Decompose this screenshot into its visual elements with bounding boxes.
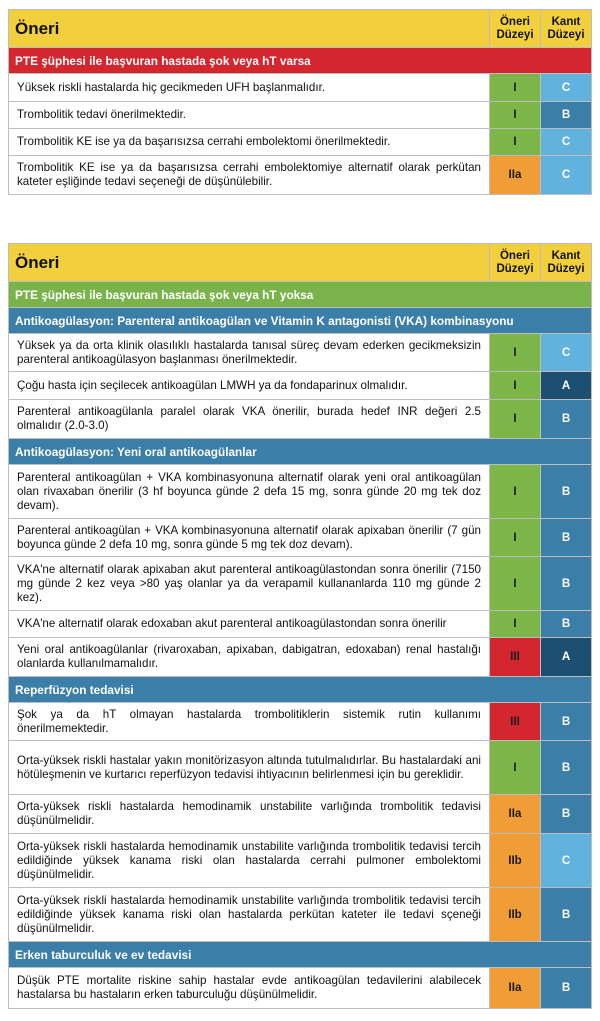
column-header-evidence: Kanıt Düzeyi bbox=[541, 244, 592, 282]
column-header-recommendation: Öneri bbox=[9, 10, 490, 48]
recommendation-table-shock bbox=[8, 9, 592, 195]
recommendation-text: Orta-yüksek riskli hastalarda hemodinamik unstabilite varlığında trombolitik tedavisi düşünülmelidir. bbox=[9, 795, 490, 834]
recommendation-text: Düşük PTE mortalite riskine sahip hastalar evde antikoagülan tedavilerini alabilecek hastalarsa bu hastaların erken taburculuğu düşünülmelidir. bbox=[9, 968, 490, 1009]
table-header bbox=[9, 244, 592, 282]
class-badge: I bbox=[490, 465, 541, 519]
table-row bbox=[9, 156, 592, 195]
table-row bbox=[9, 795, 592, 834]
column-header-class: Öneri Düzeyi bbox=[490, 10, 541, 48]
recommendation-text: Trombolitik tedavi önerilmektedir. bbox=[9, 102, 490, 129]
table-row bbox=[9, 102, 592, 129]
class-badge: IIa bbox=[490, 156, 541, 195]
recommendation-text: VKA'ne alternatif olarak apixaban akut parenteral antikoagülastondan sonra önerilir (7150 mg günde 2 kez veya >80 yaş olanlar ya da verapamil kullananlarda 110 mg günde 2 kez). bbox=[9, 557, 490, 611]
recommendation-text: Parenteral antikoagülanla paralel olarak VKA önerilir, burada hedef INR değeri 2.5 olmalıdır (2.0-3.0) bbox=[9, 400, 490, 439]
column-header-evidence: Kanıt Düzeyi bbox=[541, 10, 592, 48]
evidence-badge: B bbox=[541, 611, 592, 638]
class-badge: III bbox=[490, 638, 541, 677]
evidence-badge: C bbox=[541, 334, 592, 372]
recommendation-text: Orta-yüksek riskli hastalar yakın monitörizasyon altında tutulmalıdırlar. Bu hastalardaki ani hötüleşmenin ve kurtarıcı reperfüzyon tedavisi ihtiyacının belirlenmesi için bu gereklidir. bbox=[9, 741, 490, 795]
table-row bbox=[9, 888, 592, 942]
recommendation-text: Trombolitik KE ise ya da başarısızsa cerrahi embolektomi önerilmektedir. bbox=[9, 129, 490, 156]
evidence-badge: B bbox=[541, 741, 592, 795]
class-badge: I bbox=[490, 741, 541, 795]
column-header-recommendation: Öneri bbox=[9, 244, 490, 282]
class-badge: I bbox=[490, 129, 541, 156]
evidence-badge: C bbox=[541, 129, 592, 156]
table-row bbox=[9, 519, 592, 557]
evidence-badge: C bbox=[541, 834, 592, 888]
table-row bbox=[9, 968, 592, 1009]
class-badge: IIb bbox=[490, 888, 541, 942]
table-row bbox=[9, 611, 592, 638]
class-badge: I bbox=[490, 102, 541, 129]
group-heading: Antikoagülasyon: Yeni oral antikoagülanlar bbox=[9, 439, 592, 465]
section-header-shock: PTE şüphesi ile başvuran hastada şok veya hT varsa bbox=[9, 48, 592, 74]
evidence-badge: B bbox=[541, 968, 592, 1009]
evidence-badge: C bbox=[541, 74, 592, 102]
table-row bbox=[9, 334, 592, 372]
class-badge: I bbox=[490, 519, 541, 557]
group-heading: Antikoagülasyon: Parenteral antikoagülan ve Vitamin K antagonisti (VKA) kombinasyonu bbox=[9, 308, 592, 334]
evidence-badge: B bbox=[541, 400, 592, 439]
section-header-no-shock: PTE şüphesi ile başvuran hastada şok veya hT yoksa bbox=[9, 282, 592, 308]
recommendation-text: Yeni oral antikoagülanlar (rivaroxaban, apixaban, dabigatran, edoxaban) renal hastalığı olanlarda kullanılmamalıdır. bbox=[9, 638, 490, 677]
table-row bbox=[9, 372, 592, 400]
table-row bbox=[9, 703, 592, 741]
evidence-badge: B bbox=[541, 465, 592, 519]
recommendation-text: Orta-yüksek riskli hastalarda hemodinamik unstabilite varlığında trombolitik tedavisi tercih edildiğinde yüksek kanama riski olan hastalarda perkütan kateter ile tedavi sçeneği düşünülmelidir. bbox=[9, 888, 490, 942]
class-badge: I bbox=[490, 400, 541, 439]
evidence-badge: B bbox=[541, 888, 592, 942]
evidence-badge: B bbox=[541, 795, 592, 834]
recommendation-text: Trombolitik KE ise ya da başarısızsa cerrahi embolektomiye alternatif olarak perkütan kateter eşliğinde tedavi seçeneği de düşünülebilir. bbox=[9, 156, 490, 195]
evidence-badge: A bbox=[541, 638, 592, 677]
table-row bbox=[9, 465, 592, 519]
class-badge: I bbox=[490, 74, 541, 102]
evidence-badge: C bbox=[541, 156, 592, 195]
evidence-badge: B bbox=[541, 102, 592, 129]
evidence-badge: B bbox=[541, 557, 592, 611]
evidence-badge: B bbox=[541, 519, 592, 557]
evidence-badge: B bbox=[541, 703, 592, 741]
table-row bbox=[9, 129, 592, 156]
recommendation-text: Parenteral antikoagülan + VKA kombinasyonuna alternatif olarak yeni oral antikoagülan olan rivaxaban önerilir (3 hf boyunca günde 2 defa 15 mg, sonra günde 20 mg tek doz devam). bbox=[9, 465, 490, 519]
class-badge: IIa bbox=[490, 968, 541, 1009]
recommendation-text: Parenteral antikoagülan + VKA kombinasyonuna alternatif olarak apixaban önerilir (7 gün boyunca günde 2 defa 10 mg, sonra günde 5 mg tek doz devam). bbox=[9, 519, 490, 557]
class-badge: I bbox=[490, 372, 541, 400]
class-badge: I bbox=[490, 611, 541, 638]
table-row bbox=[9, 741, 592, 795]
table-row bbox=[9, 834, 592, 888]
class-badge: IIb bbox=[490, 834, 541, 888]
table-row bbox=[9, 400, 592, 439]
class-badge: I bbox=[490, 557, 541, 611]
recommendation-text: Yüksek riskli hastalarda hiç gecikmeden UFH başlanmalıdır. bbox=[9, 74, 490, 102]
column-header-class: Öneri Düzeyi bbox=[490, 244, 541, 282]
recommendation-text: Çoğu hasta için seçilecek antikoagülan LMWH ya da fondaparinux olmalıdır. bbox=[9, 372, 490, 400]
class-badge: III bbox=[490, 703, 541, 741]
class-badge: I bbox=[490, 334, 541, 372]
class-badge: IIa bbox=[490, 795, 541, 834]
evidence-badge: A bbox=[541, 372, 592, 400]
recommendation-text: Yüksek ya da orta klinik olasılıklı hastalarda tanısal süreç devam ederken gecikmeksizin parenteral antikoagülasyon başlanması önerilmektedir. bbox=[9, 334, 490, 372]
recommendation-text: Orta-yüksek riskli hastalarda hemodinamik unstabilite varlığında trombolitik tedavisi tercih edildiğinde yüksek kanama riski olan hastalarda cerrahi pulmoner embolektomi düşünülmelidir. bbox=[9, 834, 490, 888]
recommendation-table-no-shock bbox=[8, 243, 592, 1009]
recommendation-text: VKA'ne alternatif olarak edoxaban akut parenteral antikoagülastondan sonra önerilir bbox=[9, 611, 490, 638]
table-row bbox=[9, 74, 592, 102]
table-header bbox=[9, 10, 592, 48]
recommendation-text: Şok ya da hT olmayan hastalarda trombolitiklerin sistemik rutin kullanımı önerilmemektedir. bbox=[9, 703, 490, 741]
table-row bbox=[9, 638, 592, 677]
group-heading: Reperfüzyon tedavisi bbox=[9, 677, 592, 703]
group-heading: Erken taburculuk ve ev tedavisi bbox=[9, 942, 592, 968]
table-row bbox=[9, 557, 592, 611]
